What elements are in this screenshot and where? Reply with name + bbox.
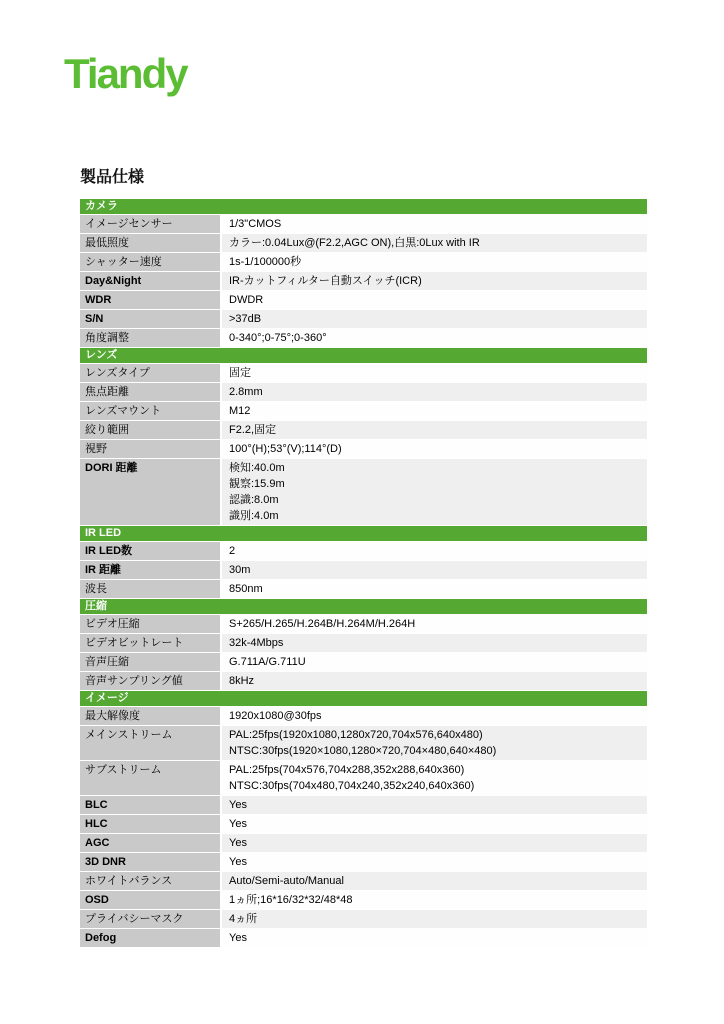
spec-value xyxy=(222,291,647,309)
section-header: イメージ xyxy=(80,691,647,707)
spec-row xyxy=(80,440,647,459)
spec-value-line: PAL:25fps(704x576,704x288,352x288,640x360) xyxy=(229,764,465,776)
spec-row xyxy=(80,234,647,253)
spec-value xyxy=(222,815,647,833)
spec-value xyxy=(222,672,647,690)
spec-value-line: Auto/Semi-auto/Manual xyxy=(229,875,344,887)
tiandy-logo: Tiandy xyxy=(64,50,187,97)
spec-value-line: カラー:0.04Lux@(F2.2,AGC ON),白黒:0Lux with IR xyxy=(229,237,480,249)
spec-row xyxy=(80,421,647,440)
section-header: IR LED xyxy=(80,526,647,542)
spec-value xyxy=(222,929,647,947)
spec-row xyxy=(80,834,647,853)
spec-row xyxy=(80,634,647,653)
spec-value xyxy=(222,561,647,579)
spec-value-line: 30m xyxy=(229,564,251,576)
spec-value-line: DWDR xyxy=(229,294,264,306)
spec-row xyxy=(80,815,647,834)
spec-row xyxy=(80,910,647,929)
spec-value xyxy=(222,329,647,347)
spec-value xyxy=(222,891,647,909)
spec-value-line: 850nm xyxy=(229,583,263,595)
spec-value xyxy=(222,872,647,890)
spec-table xyxy=(80,199,647,948)
spec-value xyxy=(222,234,647,252)
spec-label: ビデオビットレート xyxy=(80,634,222,652)
spec-label: 音声サンプリング値 xyxy=(80,672,222,690)
spec-value xyxy=(222,215,647,233)
spec-label: Day&Night xyxy=(80,272,222,290)
spec-value xyxy=(222,761,647,795)
spec-value-line: 32k-4Mbps xyxy=(229,637,284,649)
spec-value-line: Yes xyxy=(229,799,247,811)
spec-value xyxy=(222,310,647,328)
spec-label: 絞り範囲 xyxy=(80,421,222,439)
spec-label: メインストリーム xyxy=(80,726,222,760)
spec-value-line: G.711A/G.711U xyxy=(229,656,306,668)
spec-row xyxy=(80,672,647,691)
spec-value-line: 2.8mm xyxy=(229,386,263,398)
spec-value xyxy=(222,653,647,671)
spec-value xyxy=(222,459,647,525)
spec-label: AGC xyxy=(80,834,222,852)
spec-value-line: 1ヵ所;16*16/32*32/48*48 xyxy=(229,894,353,906)
spec-value-line: 検知:40.0m xyxy=(229,462,285,474)
spec-row xyxy=(80,291,647,310)
spec-value-line: 認識:8.0m xyxy=(229,494,279,506)
spec-value-line: 8kHz xyxy=(229,675,255,687)
spec-value xyxy=(222,272,647,290)
spec-label: IR 距離 xyxy=(80,561,222,579)
spec-label: シャッター速度 xyxy=(80,253,222,271)
spec-label: WDR xyxy=(80,291,222,309)
spec-label: ホワイトバランス xyxy=(80,872,222,890)
spec-value-line: 固定 xyxy=(229,367,251,379)
spec-row xyxy=(80,653,647,672)
section-header: レンズ xyxy=(80,348,647,364)
spec-value-line: 1/3"CMOS xyxy=(229,218,282,230)
spec-value-line: 1920x1080@30fps xyxy=(229,710,322,722)
spec-row xyxy=(80,402,647,421)
spec-label: Defog xyxy=(80,929,222,947)
spec-label: DORI 距離 xyxy=(80,459,222,525)
spec-row xyxy=(80,329,647,348)
spec-value-line: IR-カットフィルター自動スイッチ(ICR) xyxy=(229,275,422,287)
spec-row xyxy=(80,580,647,599)
spec-value-line: >37dB xyxy=(229,313,262,325)
spec-value xyxy=(222,796,647,814)
spec-value xyxy=(222,853,647,871)
spec-label: レンズマウント xyxy=(80,402,222,420)
spec-label: BLC xyxy=(80,796,222,814)
spec-value xyxy=(222,383,647,401)
spec-value-line: Yes xyxy=(229,837,247,849)
spec-value-line: 0-340°;0-75°;0-360° xyxy=(229,332,327,344)
spec-row xyxy=(80,761,647,796)
spec-value-line: 識別:4.0m xyxy=(229,510,279,522)
section-header: カメラ xyxy=(80,199,647,215)
spec-label: 音声圧縮 xyxy=(80,653,222,671)
spec-value-line: PAL:25fps(1920x1080,1280x720,704x576,640x480) xyxy=(229,729,483,741)
spec-value-line: 2 xyxy=(229,545,236,557)
spec-value xyxy=(222,364,647,382)
spec-value-line: Yes xyxy=(229,856,247,868)
spec-row xyxy=(80,726,647,761)
spec-row xyxy=(80,891,647,910)
spec-label: S/N xyxy=(80,310,222,328)
spec-value-line: F2.2,固定 xyxy=(229,424,277,436)
spec-value-line: 観察:15.9m xyxy=(229,478,285,490)
spec-label: HLC xyxy=(80,815,222,833)
spec-value-line: Yes xyxy=(229,932,247,944)
spec-label: 最大解像度 xyxy=(80,707,222,725)
spec-value xyxy=(222,253,647,271)
spec-row xyxy=(80,364,647,383)
spec-row xyxy=(80,707,647,726)
spec-row xyxy=(80,542,647,561)
spec-row xyxy=(80,561,647,580)
spec-value xyxy=(222,707,647,725)
spec-value xyxy=(222,440,647,458)
spec-label: 視野 xyxy=(80,440,222,458)
spec-value xyxy=(222,726,647,760)
spec-row xyxy=(80,872,647,891)
spec-value-line: S+265/H.265/H.264B/H.264M/H.264H xyxy=(229,618,416,630)
spec-row xyxy=(80,383,647,402)
spec-label: 波長 xyxy=(80,580,222,598)
spec-label: サブストリーム xyxy=(80,761,222,795)
spec-row xyxy=(80,272,647,291)
spec-label: 最低照度 xyxy=(80,234,222,252)
spec-label: OSD xyxy=(80,891,222,909)
spec-row xyxy=(80,929,647,948)
spec-row xyxy=(80,310,647,329)
section-header: 圧縮 xyxy=(80,599,647,615)
page-title: 製品仕様 xyxy=(80,169,145,186)
spec-label: 角度調整 xyxy=(80,329,222,347)
spec-value-line: M12 xyxy=(229,405,251,417)
spec-value-line: 1s-1/100000秒 xyxy=(229,256,302,268)
spec-row xyxy=(80,796,647,815)
spec-value xyxy=(222,421,647,439)
spec-value xyxy=(222,580,647,598)
spec-value-line: 4ヵ所 xyxy=(229,913,258,925)
spec-value xyxy=(222,910,647,928)
spec-label: IR LED数 xyxy=(80,542,222,560)
spec-value xyxy=(222,402,647,420)
spec-value-line: 100°(H);53°(V);114°(D) xyxy=(229,443,342,455)
spec-value xyxy=(222,615,647,633)
spec-row xyxy=(80,853,647,872)
spec-value-line: NTSC:30fps(1920×1080,1280×720,704×480,640×480) xyxy=(229,745,497,757)
spec-value xyxy=(222,542,647,560)
spec-row xyxy=(80,215,647,234)
spec-value-line: NTSC:30fps(704x480,704x240,352x240,640x360) xyxy=(229,780,475,792)
spec-label: 3D DNR xyxy=(80,853,222,871)
spec-row xyxy=(80,459,647,526)
spec-label: ビデオ圧縮 xyxy=(80,615,222,633)
spec-label: レンズタイプ xyxy=(80,364,222,382)
spec-label: イメージセンサー xyxy=(80,215,222,233)
spec-value xyxy=(222,834,647,852)
spec-label: 焦点距離 xyxy=(80,383,222,401)
spec-row xyxy=(80,615,647,634)
spec-value-line: Yes xyxy=(229,818,247,830)
spec-label: プライバシーマスク xyxy=(80,910,222,928)
spec-value xyxy=(222,634,647,652)
spec-row xyxy=(80,253,647,272)
